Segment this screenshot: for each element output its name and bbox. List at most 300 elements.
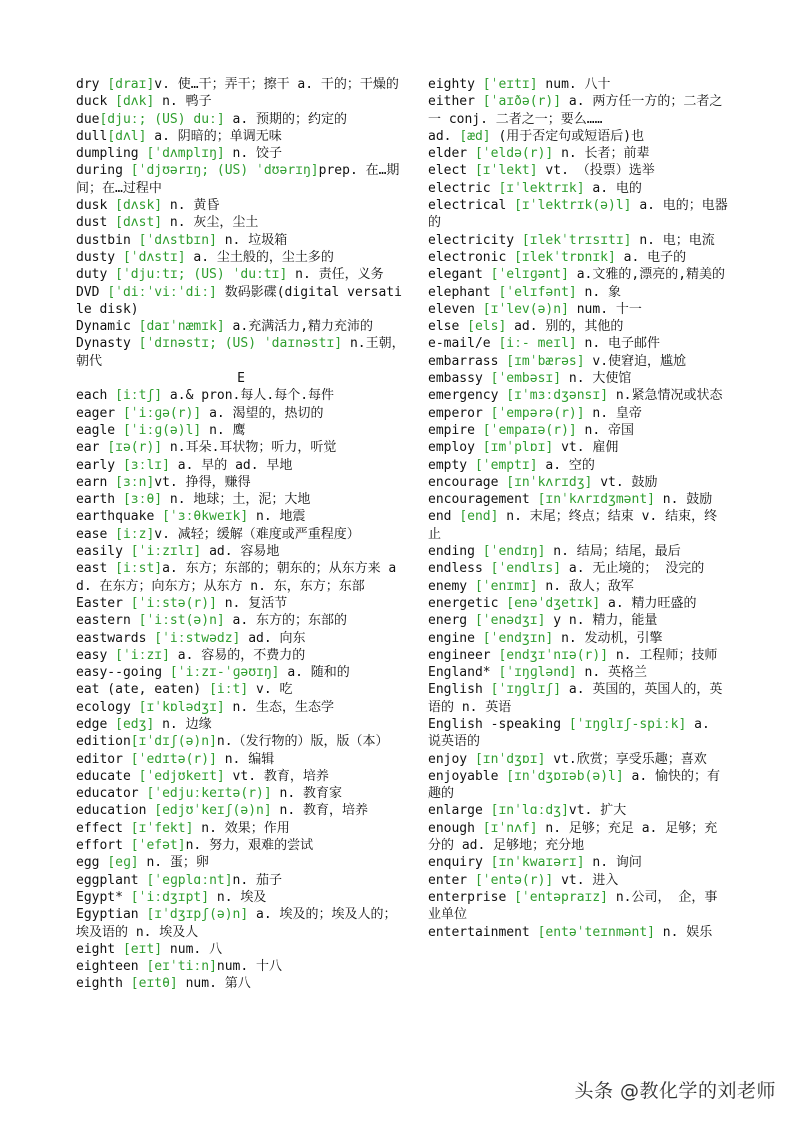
- entry-definition: n. 地球；土，泥；大地: [162, 492, 311, 508]
- entry-word: dust: [76, 215, 116, 231]
- dictionary-entry: [76, 768, 406, 785]
- entry-word: English: [428, 682, 491, 698]
- dictionary-entry: [428, 318, 728, 335]
- dictionary-entry: [76, 214, 406, 231]
- entry-phonetic: [eɡ]: [107, 855, 139, 871]
- entry-word: due: [76, 111, 100, 127]
- entry-definition: a. 无止境的； 没完的: [561, 561, 705, 577]
- dictionary-entry: [428, 508, 728, 543]
- entry-definition: a.& pron.每人.每个.每件: [162, 388, 335, 404]
- entry-definition: v. 使…干；弄干；擦干 a. 干的；干燥的: [154, 77, 399, 92]
- dictionary-entry: [76, 491, 406, 508]
- dictionary-entry: [428, 820, 728, 855]
- entry-phonetic: [ɪnˈdʒɒɪ]: [474, 751, 546, 767]
- entry-word: enquiry: [428, 855, 491, 871]
- dictionary-entry: [76, 906, 406, 941]
- entry-word: emergency: [428, 388, 507, 404]
- entry-phonetic: [ɜːn]: [115, 474, 155, 490]
- entry-definition: a. 阴暗的；单调无味: [146, 128, 282, 144]
- entry-phonetic: [ˈiːzɪlɪ]: [130, 544, 202, 560]
- entry-definition: n. 大使馆: [561, 371, 632, 387]
- entry-word: dry: [76, 77, 108, 92]
- dictionary-entry: [428, 93, 728, 128]
- dictionary-entry: [76, 820, 406, 837]
- entry-word: editor: [76, 751, 131, 767]
- entry-word: ear: [76, 440, 108, 456]
- entry-definition: a. 容易的，不费力的: [169, 647, 306, 663]
- entry-definition: a. 埃及的；埃及人的；埃及语的 n. 埃及人: [76, 907, 397, 940]
- dictionary-entry: [76, 612, 406, 629]
- entry-word: eight: [76, 941, 123, 957]
- entry-phonetic: [eɪt]: [122, 941, 163, 957]
- entry-phonetic: [ˈendlɪs]: [490, 561, 562, 577]
- dictionary-entry: [428, 802, 728, 819]
- entry-phonetic: [ˈendʒɪn]: [482, 630, 554, 646]
- entry-phonetic: [ˈiːstə(r)]: [130, 595, 217, 611]
- dictionary-entry: [428, 422, 728, 439]
- entry-phonetic: [ˈempərə(r)]: [490, 405, 585, 421]
- entry-phonetic: [iː- meɪl]: [498, 336, 577, 352]
- entry-definition: n. 编辑: [216, 751, 275, 767]
- entry-phonetic: [ˈedjʊkeɪt]: [138, 768, 225, 784]
- entry-definition: n. 黄昏: [162, 198, 220, 214]
- entry-phonetic: [iːtʃ]: [115, 388, 163, 404]
- dictionary-entry: [76, 232, 406, 249]
- entry-definition: a. 说英语的: [428, 716, 710, 750]
- entry-phonetic: [ˈdʌmplɪŋ]: [146, 146, 225, 162]
- entry-definition: n. 努力，艰难的尝试: [185, 838, 314, 854]
- entry-word: duck: [76, 94, 116, 110]
- entry-phonetic: [iːz]: [115, 526, 155, 542]
- entry-definition: n. 发动机，引擎: [553, 630, 663, 646]
- entry-definition: vt.欣赏；享受乐趣；喜欢: [545, 751, 707, 767]
- entry-definition: n.耳朵.耳状物；听力，听觉: [162, 440, 337, 456]
- entry-word: engine: [428, 630, 483, 646]
- entry-phonetic: [ˈiːzɪ]: [115, 647, 170, 663]
- entry-word: eighth: [76, 976, 131, 992]
- entry-word: enjoyable: [428, 768, 507, 784]
- entry-word: either: [428, 94, 483, 110]
- entry-phonetic: [ɪmˈbærəs]: [506, 353, 585, 369]
- entry-definition: (用于否定句或短语后)也: [490, 128, 645, 144]
- entry-phonetic: [ˈeɡplɑːnt]: [146, 872, 233, 888]
- entry-phonetic: [ˈiːɡ(ə)l]: [122, 422, 202, 438]
- dictionary-entry: [76, 266, 406, 283]
- dictionary-entry: [76, 681, 406, 698]
- entry-phonetic: [enəˈdʒetɪk]: [506, 595, 601, 611]
- entry-word: eat (ate, eaten): [76, 682, 210, 698]
- dictionary-entry: [76, 439, 406, 456]
- entry-definition: a. 早的 ad. 早地: [169, 457, 293, 473]
- entry-word: earn: [76, 474, 116, 490]
- entry-definition: n. 鹰: [201, 422, 246, 438]
- entry-word: embassy: [428, 371, 491, 387]
- entry-definition: n. 长者；前辈: [553, 146, 650, 162]
- dictionary-entry: [428, 335, 728, 352]
- entry-definition: n. 灰尘，尘土: [162, 215, 259, 231]
- dictionary-entry: [428, 578, 728, 595]
- dictionary-entry: [428, 232, 728, 249]
- entry-word: early: [76, 457, 123, 473]
- entry-phonetic: [ɪˈlekt]: [474, 163, 538, 179]
- entry-word: Egypt*: [76, 889, 131, 905]
- dictionary-entry: [428, 872, 728, 889]
- entry-phonetic: [endʒɪˈnɪə(r)]: [498, 647, 609, 663]
- entry-phonetic: [dʌl]: [107, 128, 147, 144]
- dictionary-entry: [428, 630, 728, 647]
- entry-definition: n.紧急情况或状态: [608, 388, 723, 404]
- dictionary-entry: [428, 595, 728, 612]
- entry-word: edition: [76, 734, 131, 750]
- dictionary-entry: [76, 457, 406, 474]
- entry-word: easily: [76, 544, 131, 560]
- entry-definition: n. 教育，培养: [271, 803, 368, 819]
- entry-word: enemy: [428, 578, 475, 594]
- entry-phonetic: [ˈedɪtə(r)]: [130, 751, 217, 767]
- entry-definition: n. 责任，义务: [287, 267, 384, 283]
- entry-word: enterprise: [428, 889, 515, 905]
- dictionary-entry: [76, 162, 406, 197]
- dictionary-entry: [76, 733, 406, 750]
- entry-word: eggplant: [76, 872, 147, 888]
- entry-definition: num. 八: [162, 941, 223, 957]
- dictionary-entry: [428, 387, 728, 404]
- entry-word: Dynasty: [76, 336, 139, 352]
- entry-phonetic: [ɪlekˈtrɪsɪtɪ]: [521, 232, 632, 248]
- entry-definition: a. 电的: [584, 180, 642, 196]
- dictionary-entry: [76, 249, 406, 266]
- entry-phonetic: [ɪˈkɒlədʒɪ]: [138, 699, 225, 715]
- entry-definition: n. 效果；作用: [193, 820, 290, 836]
- dictionary-entry: [428, 370, 728, 387]
- entry-word: east: [76, 561, 116, 577]
- entry-word: effect: [76, 820, 131, 836]
- entry-phonetic: [ˈdjʊərɪŋ; (US) ˈdʊərɪŋ]: [130, 163, 319, 179]
- dictionary-entry: [76, 93, 406, 110]
- entry-definition: a. 预期的；约定的: [224, 111, 348, 127]
- entry-definition: ad. 容易地: [201, 544, 280, 560]
- dictionary-entry: [76, 387, 406, 404]
- entry-definition: n. 蛋；卵: [138, 855, 209, 871]
- entry-word: eleven: [428, 301, 483, 317]
- entry-definition: n. 鼓励: [654, 492, 713, 508]
- entry-phonetic: [ˈɜːθkweɪk]: [162, 509, 249, 525]
- entry-word: else: [428, 319, 468, 335]
- entry-word: electricity: [428, 232, 522, 248]
- entry-definition: a. 东方；东部的；朝东的；从东方来 ad. 在东方；向东方；从东方 n. 东，东方；东部: [76, 561, 397, 594]
- dictionary-entry: [76, 197, 406, 214]
- entry-word: dusk: [76, 198, 116, 214]
- entry-word: enter: [428, 872, 475, 888]
- entry-phonetic: [ɪˈfekt]: [130, 820, 194, 836]
- dictionary-entry: [76, 664, 406, 681]
- entry-definition: n. 结局；结尾，最后: [545, 544, 681, 560]
- entry-phonetic: [djuː; (US) duː]: [99, 111, 225, 127]
- dictionary-entry: [428, 924, 728, 941]
- entry-phonetic: [end]: [459, 509, 499, 525]
- entry-word: empire: [428, 422, 483, 438]
- dictionary-entry: [428, 612, 728, 629]
- entry-definition: v.使窘迫，尴尬: [584, 353, 687, 369]
- entry-word: empty: [428, 457, 475, 473]
- entry-definition: vt. 进入: [553, 872, 619, 888]
- entry-word: energ: [428, 613, 475, 629]
- entry-definition: n. 边缘: [154, 716, 212, 732]
- entry-definition: n. 英格兰: [576, 665, 648, 681]
- entry-phonetic: [æd]: [459, 128, 491, 144]
- entry-phonetic: [daɪˈnæmɪk]: [138, 319, 225, 335]
- entry-phonetic: [ˈiːzɪ-ˈɡəʊɪŋ]: [169, 665, 280, 681]
- entry-phonetic: [ˈembəsɪ]: [490, 371, 562, 387]
- entry-phonetic: [ɪnˈkʌrɪdʒ]: [506, 474, 593, 490]
- dictionary-entry: [76, 76, 406, 93]
- entry-phonetic: [ˈentə(r)]: [474, 872, 554, 888]
- entry-definition: num. 十一: [568, 301, 642, 317]
- entry-word: energetic: [428, 595, 507, 611]
- entry-word: dustbin: [76, 232, 139, 248]
- dictionary-entry: [76, 941, 406, 958]
- dictionary-entry: [76, 543, 406, 560]
- entry-word: Dynamic: [76, 319, 139, 335]
- entry-phonetic: [ɪˈdɪʃ(ə)n]: [130, 734, 217, 750]
- entry-phonetic: [ˈiːɡə(r)]: [122, 405, 202, 421]
- dictionary-entry: [76, 318, 406, 335]
- entry-phonetic: [dʌst]: [115, 215, 163, 231]
- entry-phonetic: [dʌk]: [115, 94, 155, 110]
- dictionary-entry: [428, 301, 728, 318]
- entry-word: earth: [76, 492, 123, 508]
- entry-word: egg: [76, 855, 108, 871]
- entry-word: elegant: [428, 267, 491, 283]
- entry-phonetic: [ˈenɪmɪ]: [474, 578, 538, 594]
- entry-word: end: [428, 509, 460, 525]
- entry-definition: n. 鸭子: [154, 94, 212, 110]
- dictionary-entry: [76, 837, 406, 854]
- dictionary-entry: [428, 751, 728, 768]
- entry-phonetic: [ɪˈlektrɪk]: [498, 180, 585, 196]
- entry-definition: n. 电子邮件: [576, 336, 661, 352]
- entry-phonetic: [ɜːθ]: [122, 492, 163, 508]
- entry-definition: n.王朝，朝代: [76, 336, 405, 369]
- entry-phonetic: [ˈɪŋɡlɪʃ-spiːk]: [568, 716, 687, 732]
- entry-word: edge: [76, 716, 116, 732]
- entry-phonetic: [ɪlekˈtrɒnɪk]: [514, 249, 616, 265]
- entry-definition: num. 十八: [216, 959, 283, 975]
- entry-word: eastern: [76, 613, 139, 629]
- entry-phonetic: [ɪnˈlɑːdʒ]: [490, 803, 569, 819]
- entry-word: electrical: [428, 198, 515, 214]
- entry-phonetic: [ɪˈlev(ə)n]: [482, 301, 569, 317]
- entry-definition: n. 娱乐: [654, 924, 713, 940]
- entry-definition: vt. 教育，培养: [224, 768, 329, 784]
- entry-phonetic: [ɪˈmɜːdʒənsɪ]: [506, 388, 609, 404]
- dictionary-entry: [76, 526, 406, 543]
- entry-definition: a. 愉快的；有趣的: [428, 768, 720, 802]
- entry-definition: a.文雅的,漂亮的,精美的: [568, 267, 726, 283]
- entry-phonetic: [ˈedjuːkeɪtə(r)]: [146, 786, 272, 802]
- entry-word: elder: [428, 146, 475, 162]
- dictionary-entry: [76, 647, 406, 664]
- entry-word: e-mail/e: [428, 336, 499, 352]
- dictionary-entry: [76, 474, 406, 491]
- dictionary-entry: [428, 664, 728, 681]
- entry-definition: n. 复活节: [216, 595, 288, 611]
- entry-phonetic: [ˈelɪfənt]: [498, 284, 577, 300]
- entry-definition: vt. 挣得，赚得: [154, 474, 251, 490]
- entry-phonetic: [ˈemptɪ]: [474, 457, 538, 473]
- entry-word: encouragement: [428, 492, 538, 508]
- dictionary-entry: [428, 854, 728, 871]
- entry-phonetic: [ˈendɪŋ]: [482, 544, 546, 560]
- entry-word: enlarge: [428, 803, 491, 819]
- entry-word: elect: [428, 163, 475, 179]
- entry-phonetic: [ˈdiːˈviːˈdiː]: [107, 284, 217, 300]
- entry-phonetic: [ˈɪŋɡlɪʃ]: [490, 682, 562, 698]
- dictionary-entry: [76, 699, 406, 716]
- dictionary-entry: [76, 958, 406, 975]
- entry-word: dusty: [76, 249, 123, 265]
- entry-definition: v. 吃: [248, 682, 293, 698]
- entry-definition: a. 随和的: [279, 665, 350, 681]
- entry-phonetic: [ˈiːst(ə)n]: [138, 613, 225, 629]
- entry-phonetic: [ˈefət]: [130, 838, 186, 854]
- entry-phonetic: [ˈiːdʒɪpt]: [130, 889, 210, 905]
- entry-definition: n. 询问: [584, 855, 642, 871]
- entry-definition: a. 尘土般的，尘土多的: [185, 249, 334, 265]
- entry-definition: a. 电的；电器的: [428, 198, 728, 231]
- entry-word: effort: [76, 838, 131, 854]
- entry-word: endless: [428, 561, 491, 577]
- entry-definition: a. 精力旺盛的: [600, 595, 697, 611]
- entry-definition: n. 茄子: [232, 872, 283, 888]
- entry-word: during: [76, 163, 131, 179]
- watermark: 头条 @教化学的刘老师: [574, 1080, 776, 1102]
- entry-word: education: [76, 803, 155, 819]
- entry-definition: a. 渴望的，热切的: [201, 405, 324, 421]
- entry-definition: n.（发行物的）版，版（本）: [216, 734, 389, 750]
- entry-word: eager: [76, 405, 123, 421]
- dictionary-entry: [428, 180, 728, 197]
- entry-phonetic: [ˈeldə(r)]: [474, 146, 554, 162]
- entry-phonetic: [ɪˈdʒɪpʃ(ə)n]: [146, 907, 249, 923]
- entry-word: elephant: [428, 284, 499, 300]
- right-column: [428, 76, 728, 941]
- dictionary-entry: [76, 128, 406, 145]
- entry-definition: 数码影碟(digital versatile disk): [76, 284, 402, 317]
- entry-word: eighty: [428, 77, 483, 92]
- entry-definition: a. 空的: [537, 457, 595, 473]
- dictionary-entry: [428, 681, 728, 716]
- entry-definition: prep. 在…期间；在…过程中: [76, 163, 400, 196]
- entry-phonetic: [ɪnˈkwaɪərɪ]: [490, 855, 585, 871]
- dictionary-entry: [76, 889, 406, 906]
- dictionary-entry: [76, 405, 406, 422]
- entry-phonetic: [ˈdʌstbɪn]: [138, 232, 217, 248]
- dictionary-entry: [76, 802, 406, 819]
- left-column: [76, 76, 406, 993]
- entry-word: Egyptian: [76, 907, 147, 923]
- entry-word: England*: [428, 665, 499, 681]
- entry-word: ease: [76, 526, 116, 542]
- dictionary-entry: [428, 439, 728, 456]
- entry-definition: n. 足够；充足 a. 足够；充分的 ad. 足够地；充分地: [428, 820, 718, 854]
- entry-definition: vt. 雇佣: [553, 440, 619, 456]
- entry-definition: vt. （投票）选举: [537, 163, 655, 179]
- entry-word: dull: [76, 128, 108, 144]
- entry-definition: n. 末尾；终点；结束 v. 结束，终止: [428, 509, 718, 542]
- entry-definition: n. 象: [576, 284, 622, 300]
- entry-word: ecology: [76, 699, 139, 715]
- dictionary-entry: [76, 751, 406, 768]
- entry-word: enjoy: [428, 751, 475, 767]
- entry-word: educate: [76, 768, 139, 784]
- entry-definition: n. 敌人；敌军: [537, 578, 634, 594]
- dictionary-entry: [76, 335, 406, 370]
- entry-word: each: [76, 388, 116, 404]
- entry-phonetic: [eɪtθ]: [130, 976, 178, 992]
- entry-word: enough: [428, 820, 483, 836]
- entry-definition: y n. 精力，能量: [545, 613, 658, 629]
- entry-word: embarrass: [428, 353, 507, 369]
- entry-word: ending: [428, 544, 483, 560]
- entry-phonetic: [edjʊˈkeɪʃ(ə)n]: [154, 803, 272, 819]
- entry-phonetic: [entəˈteɪnmənt]: [537, 924, 655, 940]
- entry-definition: n. 垃圾箱: [216, 232, 288, 248]
- entry-phonetic: [draɪ]: [107, 77, 155, 92]
- entry-phonetic: [dʌsk]: [115, 198, 163, 214]
- entry-phonetic: [ˈelɪɡənt]: [490, 267, 569, 283]
- entry-word: encourage: [428, 474, 507, 490]
- entry-word: eighteen: [76, 959, 147, 975]
- dictionary-entry: [428, 266, 728, 283]
- entry-definition: n. 电；电流: [631, 232, 715, 248]
- entry-definition: a.充满活力,精力充沛的: [224, 319, 374, 335]
- dictionary-entry: [76, 284, 406, 319]
- entry-definition: n.公司， 企，事业单位: [428, 889, 718, 923]
- dictionary-entry: [428, 647, 728, 664]
- dictionary-entry: [76, 785, 406, 802]
- dictionary-entry: [76, 111, 406, 128]
- entry-definition: a. 两方任一方的；二者之一 conj. 二者之一；要么……: [428, 94, 723, 127]
- entry-word: eastwards: [76, 630, 155, 646]
- entry-word: ad.: [428, 128, 460, 144]
- entry-phonetic: [ɪˈnʌf]: [482, 820, 538, 836]
- entry-phonetic: [ˈenədʒɪ]: [474, 613, 546, 629]
- entry-word: educator: [76, 786, 147, 802]
- dictionary-entry: [428, 76, 728, 93]
- entry-word: duty: [76, 267, 116, 283]
- dictionary-entry: [428, 145, 728, 162]
- entry-definition: num. 八十: [537, 77, 611, 92]
- entry-definition: n. 饺子: [224, 146, 283, 162]
- entry-phonetic: [ˈdɪnəstɪ; (US) ˈdaɪnəstɪ]: [138, 336, 343, 352]
- entry-phonetic: [ˈaɪðə(r)]: [482, 94, 562, 110]
- section-heading: E: [237, 371, 245, 387]
- dictionary-entry: [76, 422, 406, 439]
- dictionary-entry: [428, 284, 728, 301]
- entry-definition: ad. 向东: [240, 630, 306, 646]
- dictionary-entry: [428, 474, 728, 491]
- entry-word: electric: [428, 180, 499, 196]
- entry-word: electronic: [428, 249, 515, 265]
- entry-definition: n. 帝国: [576, 422, 635, 438]
- entry-word: emperor: [428, 405, 491, 421]
- entry-definition: ad. 别的，其他的: [506, 319, 624, 335]
- entry-definition: a. 英国的，英国人的，英语的 n. 英语: [428, 682, 723, 715]
- entry-definition: vt. 鼓励: [592, 474, 658, 490]
- entry-phonetic: [ˈdjuːtɪ; (US) ˈduːtɪ]: [115, 267, 288, 283]
- dictionary-entry: [76, 854, 406, 871]
